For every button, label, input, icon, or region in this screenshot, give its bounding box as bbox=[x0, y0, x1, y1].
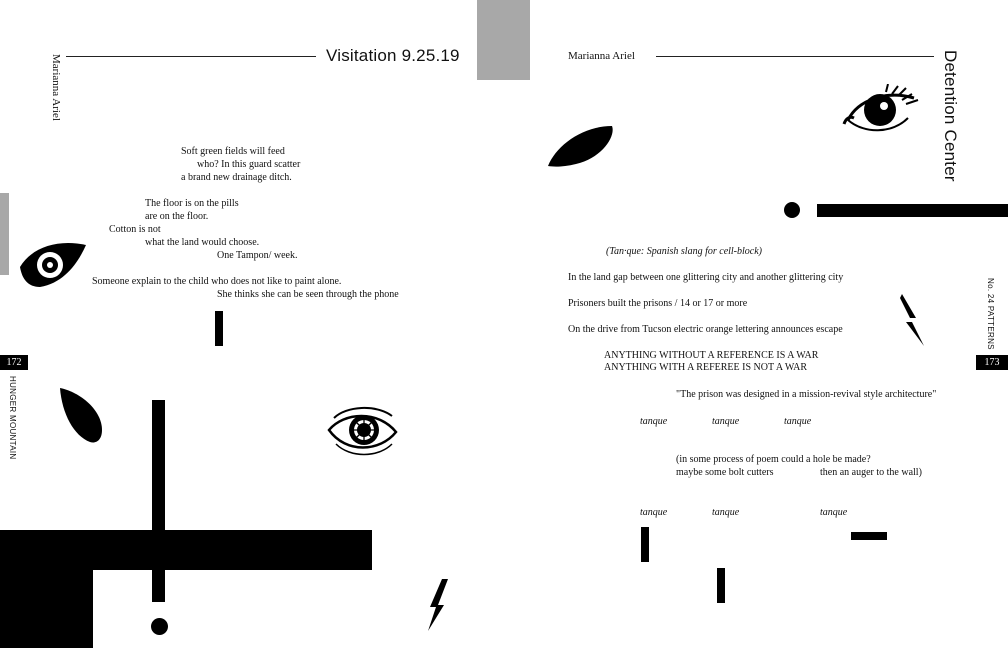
round-dot bbox=[784, 202, 800, 218]
poem-line: Cotton is not bbox=[109, 224, 161, 235]
parenthetical-line: then an auger to the wall) bbox=[820, 467, 922, 478]
leaf-icon bbox=[56, 386, 106, 444]
round-dot bbox=[151, 618, 168, 635]
poem-line: On the drive from Tucson electric orange lettering announces escape bbox=[568, 324, 843, 335]
eye-icon bbox=[842, 84, 922, 138]
left-edge-gray-block bbox=[0, 193, 9, 275]
poem-line: are on the floor. bbox=[145, 211, 209, 222]
lightning-bolt-icon bbox=[424, 577, 454, 633]
tanque-word: tanque bbox=[820, 507, 848, 518]
left-header-rule bbox=[66, 56, 316, 57]
right-running-title: No. 24 PATTERNS bbox=[986, 278, 995, 350]
eye-icon bbox=[18, 237, 90, 291]
poem-line: One Tampon/ week. bbox=[217, 250, 298, 261]
tanque-word: tanque bbox=[640, 416, 668, 427]
poem-line: She thinks she can be seen through the phone bbox=[217, 289, 399, 300]
right-page-number: 173 bbox=[976, 355, 1008, 370]
caps-line: ANYTHING WITH A REFEREE IS NOT A WAR bbox=[604, 362, 808, 373]
right-page-title: Detention Center bbox=[941, 50, 960, 182]
tanque-word: tanque bbox=[712, 416, 740, 427]
caps-line: ANYTHING WITHOUT A REFERENCE IS A WAR bbox=[604, 350, 819, 361]
tanque-word: tanque bbox=[640, 507, 668, 518]
parenthetical-line: maybe some bolt cutters bbox=[676, 467, 774, 478]
poem-line: who? In this guard scatter bbox=[197, 159, 301, 170]
left-running-title: HUNGER MOUNTAIN bbox=[8, 376, 17, 460]
tanque-word: tanque bbox=[712, 507, 740, 518]
spine-gray-block bbox=[477, 0, 530, 80]
poem-line: Soft green fields will feed bbox=[181, 146, 285, 157]
horizontal-black-band bbox=[0, 530, 372, 570]
leaf-icon bbox=[546, 124, 616, 168]
short-vertical-bar bbox=[215, 311, 223, 346]
right-author-name: Marianna Ariel bbox=[568, 50, 635, 62]
right-header-rule bbox=[656, 56, 934, 57]
tanque-word: tanque bbox=[784, 416, 812, 427]
parenthetical-line: (in some process of poem could a hole be made? bbox=[676, 454, 871, 465]
horizontal-bar bbox=[817, 204, 1008, 217]
left-page-title: Visitation 9.25.19 bbox=[326, 46, 460, 65]
left-page-number: 172 bbox=[0, 355, 28, 370]
short-horizontal-bar bbox=[851, 532, 887, 540]
short-vertical-bar bbox=[641, 527, 649, 562]
lightning-bolt-icon bbox=[898, 292, 928, 348]
poem-line: Someone explain to the child who does not like to paint alone. bbox=[92, 276, 342, 287]
poem-line: In the land gap between one glittering city and another glittering city bbox=[568, 272, 844, 283]
poem-line: a brand new drainage ditch. bbox=[181, 172, 292, 183]
left-author-name: Marianna Ariel bbox=[50, 54, 62, 121]
bottom-left-black-block bbox=[0, 570, 93, 648]
poem-line: The floor is on the pills bbox=[145, 198, 239, 209]
short-vertical-bar bbox=[717, 568, 725, 603]
quote-line: "The prison was designed in a mission-revival style architecture" bbox=[676, 389, 937, 400]
eye-icon bbox=[326, 404, 400, 460]
tall-vertical-bar bbox=[152, 400, 165, 602]
epigraph: (Tan·que: Spanish slang for cell-block) bbox=[606, 246, 763, 257]
poem-line: what the land would choose. bbox=[145, 237, 260, 248]
poem-line: Prisoners built the prisons / 14 or 17 or more bbox=[568, 298, 748, 309]
